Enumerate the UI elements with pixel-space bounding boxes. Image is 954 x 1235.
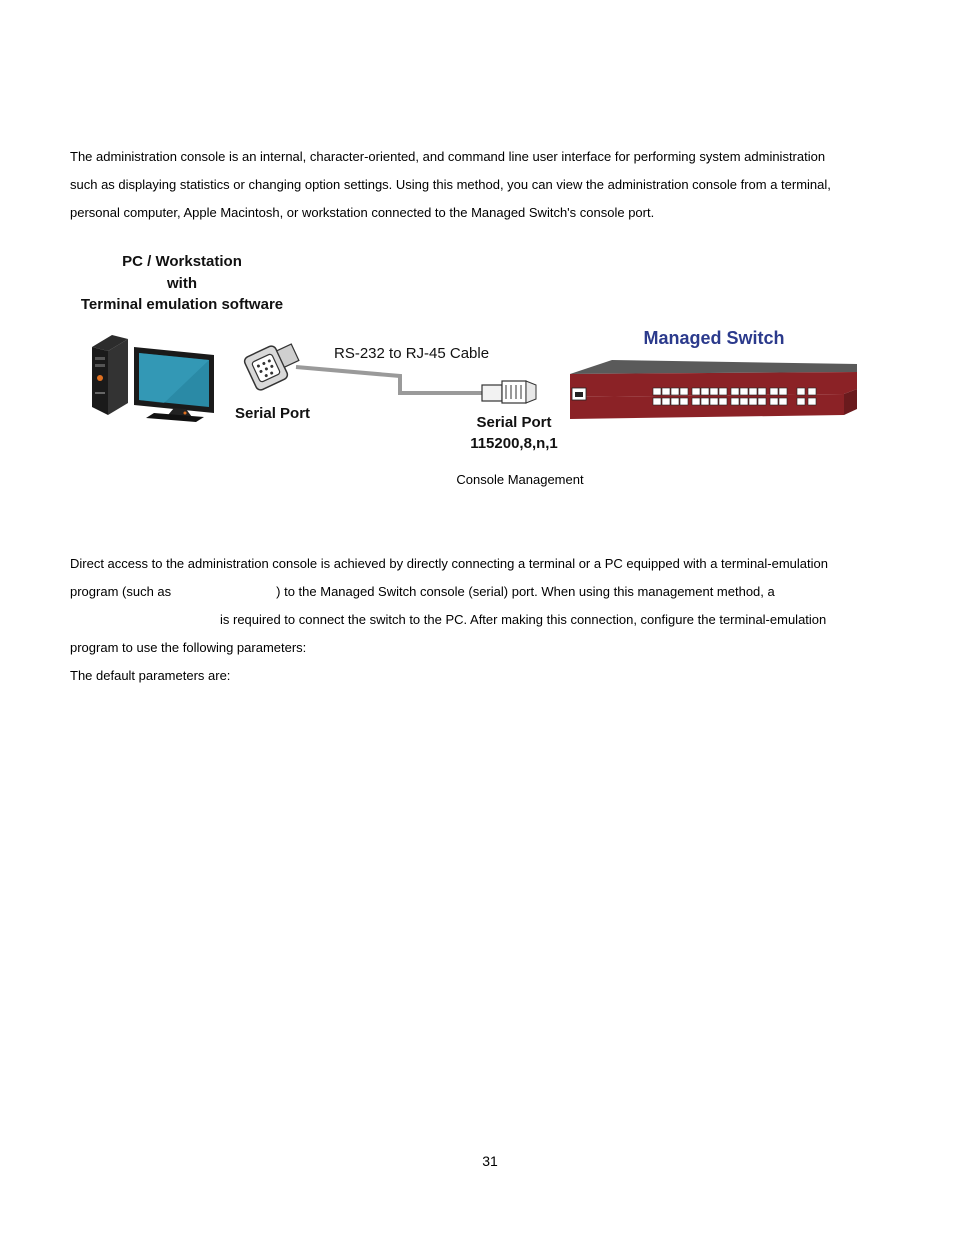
pc-label-line-3: Terminal emulation software bbox=[80, 296, 284, 313]
pc-label-line-1: PC / Workstation bbox=[122, 253, 242, 270]
intro-line-3: personal computer, Apple Macintosh, or workstation connected to the Managed Switch's console port. bbox=[70, 205, 655, 220]
direct-line-4: program to use the following parameters: bbox=[70, 640, 307, 655]
direct-line-3 bbox=[70, 606, 900, 634]
pc-serial-port-label: Serial Port bbox=[235, 405, 311, 422]
page-number: 31 bbox=[482, 1153, 498, 1169]
direct-line-1: Direct access to the administration console is achieved by directly connecting a terminal or a PC equipped with a terminal-emulation bbox=[70, 556, 828, 571]
switch-serial-port-label: Serial Port bbox=[476, 414, 552, 431]
db9-connector-icon bbox=[243, 344, 299, 391]
direct-access-paragraph bbox=[70, 550, 900, 662]
managed-switch-icon bbox=[570, 360, 857, 419]
rj45-connector-icon bbox=[482, 381, 536, 403]
figure-caption: Console Management bbox=[456, 472, 584, 487]
direct-line-2-start: program (such as bbox=[70, 584, 172, 599]
cable-label: RS-232 to RJ-45 Cable bbox=[334, 345, 490, 362]
pc-label-line-2: with bbox=[167, 275, 197, 292]
intro-line-2: such as displaying statistics or changing option settings. Using this method, you can view the administration console from a terminal, bbox=[70, 177, 831, 192]
direct-line-3-text: is required to connect the switch to the PC. After making this connection, configure the terminal-emulation bbox=[220, 612, 827, 627]
console-management-diagram bbox=[64, 247, 864, 462]
pc-tower-icon bbox=[92, 335, 128, 415]
serial-cable bbox=[296, 367, 489, 393]
direct-line-2 bbox=[70, 578, 900, 606]
intro-paragraph bbox=[70, 143, 900, 227]
direct-line-2-end: ) to the Managed Switch console (serial) port. When using this management method, a bbox=[276, 584, 775, 599]
switch-serial-port-params: 115200,8,n,1 bbox=[470, 435, 558, 452]
default-parameters-heading: The default parameters are: bbox=[70, 668, 231, 683]
monitor-icon bbox=[134, 347, 214, 422]
switch-title: Managed Switch bbox=[643, 328, 785, 348]
intro-line-1: The administration console is an internal, character-oriented, and command line user interface for performing system administration bbox=[70, 149, 826, 164]
